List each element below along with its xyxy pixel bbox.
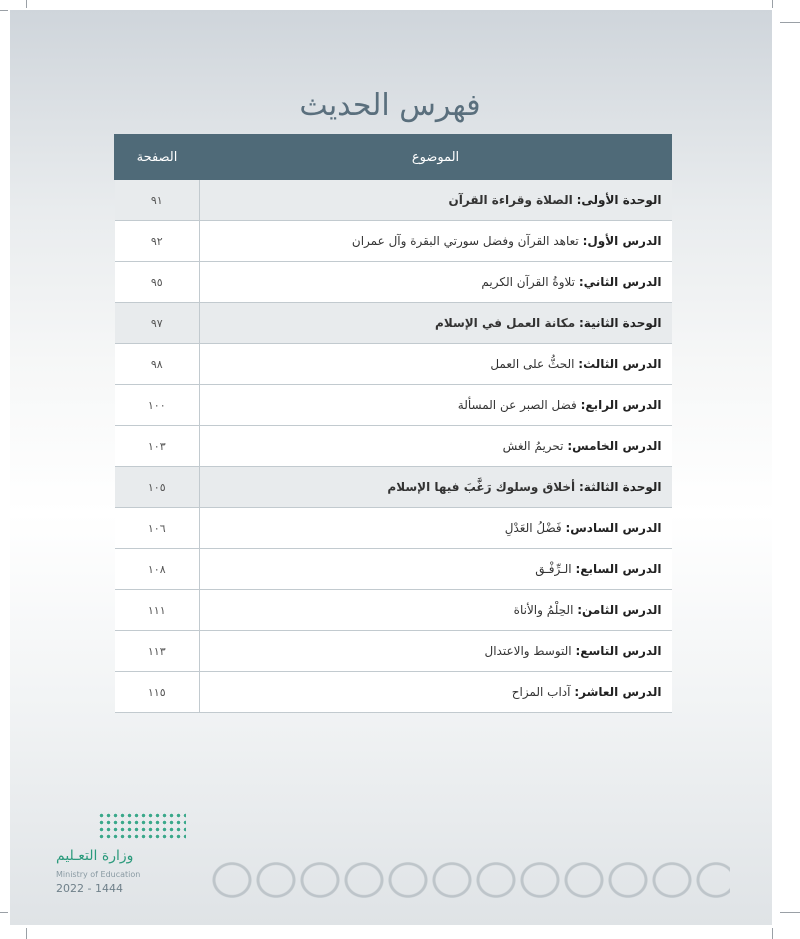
page-number-cell: ١٠٨ xyxy=(115,549,200,590)
row-label: الدرس الثامن: xyxy=(577,603,662,617)
topic-cell xyxy=(200,590,672,631)
topic-cell xyxy=(200,467,672,508)
row-title: تلاوةُ القرآن الكريم xyxy=(481,275,575,289)
topic-cell xyxy=(200,221,672,262)
topic-cell xyxy=(200,262,672,303)
row-label: الدرس التاسع: xyxy=(575,644,662,658)
edition-year: 2022 - 1444 xyxy=(56,882,123,895)
row-title: فَضْلُ العَدْلِ xyxy=(504,521,562,535)
row-label: الدرس الخامس: xyxy=(567,439,662,453)
crop-mark xyxy=(0,10,8,11)
row-title: تحريمُ الغش xyxy=(502,439,564,453)
row-title: الحِلْمُ والأناة xyxy=(513,603,574,617)
page-number-cell: ١٠٣ xyxy=(115,426,200,467)
topic-cell xyxy=(200,426,672,467)
page-title: فهرس الحديث xyxy=(299,88,481,123)
page-number-cell: ١١١ xyxy=(115,590,200,631)
crop-mark xyxy=(780,22,800,23)
lesson-row xyxy=(115,221,672,262)
lesson-row xyxy=(115,590,672,631)
column-header-page: الصفحة xyxy=(115,135,200,180)
row-label: الدرس السابع: xyxy=(575,562,662,576)
page-number-cell: ٩١ xyxy=(115,180,200,221)
page-number-cell: ١٠٠ xyxy=(115,385,200,426)
crop-mark xyxy=(780,912,800,913)
unit-row xyxy=(115,180,672,221)
decorative-pattern xyxy=(210,858,730,906)
row-label: الدرس الرابع: xyxy=(580,398,662,412)
lesson-row xyxy=(115,262,672,303)
topic-cell xyxy=(200,549,672,590)
topic-cell xyxy=(200,180,672,221)
page-number-cell: ١٠٥ xyxy=(115,467,200,508)
topic-cell xyxy=(200,631,672,672)
row-title: آداب المزاح xyxy=(511,685,571,699)
topic-cell xyxy=(200,672,672,713)
topic-cell xyxy=(200,344,672,385)
topic-cell xyxy=(200,303,672,344)
crop-mark xyxy=(772,0,773,8)
ministry-name-english: Ministry of Education xyxy=(56,870,141,879)
ministry-logo-icon xyxy=(98,812,186,840)
unit-row xyxy=(115,303,672,344)
lesson-row xyxy=(115,508,672,549)
lesson-row xyxy=(115,426,672,467)
row-label: الوحدة الثانية: xyxy=(579,316,662,330)
page-number-cell: ٩٧ xyxy=(115,303,200,344)
row-label: الوحدة الأولى: xyxy=(576,193,662,207)
crop-mark xyxy=(0,912,8,913)
lesson-row xyxy=(115,549,672,590)
crop-mark xyxy=(772,928,773,939)
row-label: الدرس الثاني: xyxy=(578,275,662,289)
row-title: الـرِّفْـق xyxy=(535,562,572,576)
row-title: مكانة العمل في الإسلام xyxy=(435,316,576,330)
topic-cell xyxy=(200,508,672,549)
row-label: الوحدة الثالثة: xyxy=(579,480,662,494)
page-number-cell: ٩٢ xyxy=(115,221,200,262)
row-label: الدرس العاشر: xyxy=(574,685,662,699)
contents-body xyxy=(115,180,672,713)
topic-cell xyxy=(200,385,672,426)
row-title: الصلاة وقراءة القرآن xyxy=(448,193,573,207)
page-number-cell: ٩٥ xyxy=(115,262,200,303)
unit-row xyxy=(115,467,672,508)
row-label: الدرس الأول: xyxy=(582,234,662,248)
page-number-cell: ٩٨ xyxy=(115,344,200,385)
row-title: أخلاق وسلوك رَغَّبَ فيها الإسلام xyxy=(387,480,576,494)
row-title: تعاهد القرآن وفضل سورتي البقرة وآل عمران xyxy=(351,234,579,248)
table-header-row xyxy=(115,135,672,180)
row-title: التوسط والاعتدال xyxy=(484,644,572,658)
lesson-row xyxy=(115,672,672,713)
page-number-cell: ١١٥ xyxy=(115,672,200,713)
crop-mark xyxy=(26,928,27,939)
row-label: الدرس الثالث: xyxy=(578,357,662,371)
page-number-cell: ١٠٦ xyxy=(115,508,200,549)
page-number-cell: ١١٣ xyxy=(115,631,200,672)
row-title: الحثُّ على العمل xyxy=(490,357,575,371)
ministry-name-arabic: وزارة التعـليم xyxy=(56,848,134,864)
column-header-topic: الموضوع xyxy=(200,135,672,180)
crop-mark xyxy=(26,0,27,8)
lesson-row xyxy=(115,344,672,385)
row-title: فضل الصبر عن المسألة xyxy=(457,398,577,412)
row-label: الدرس السادس: xyxy=(565,521,662,535)
contents-table xyxy=(114,134,672,713)
lesson-row xyxy=(115,631,672,672)
lesson-row xyxy=(115,385,672,426)
